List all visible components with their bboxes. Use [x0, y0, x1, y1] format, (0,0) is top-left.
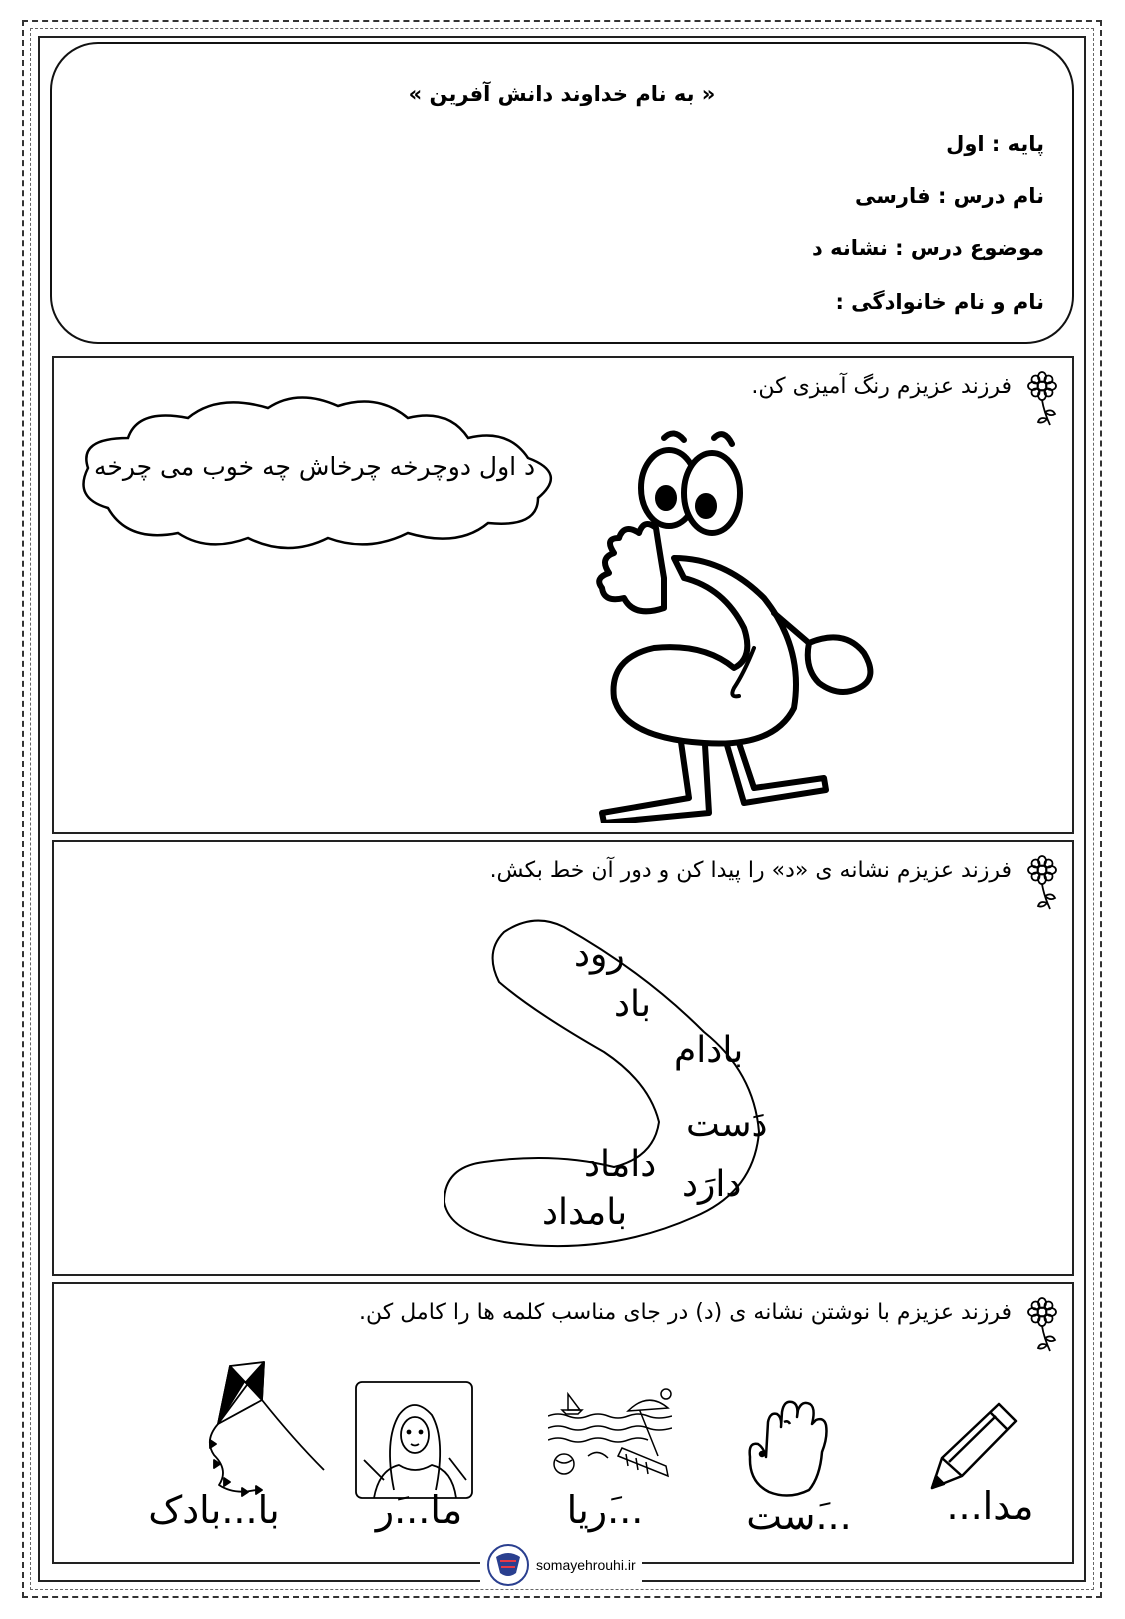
footer-brand [480, 1543, 642, 1587]
footer-site[interactable]: somayehrouhi.ir [536, 1557, 636, 1573]
word-hand-blank: ...َست [746, 1494, 852, 1538]
student-name-label: نام و نام خانوادگی : [835, 290, 1044, 314]
subject-label: نام درس : فارسی [855, 184, 1044, 208]
word-mother-blank: ما...َر [375, 1488, 463, 1532]
coloring-instruction: فرزند عزیزم رنگ آمیزی کن. [751, 374, 1012, 399]
brand-logo-icon [486, 1543, 530, 1587]
header-box [50, 42, 1074, 344]
word-5: داماد [584, 1144, 657, 1185]
find-letter-instruction: فرزند عزیزم نشانه ی «د» را پیدا کن و دور آن خط بکش. [489, 858, 1012, 883]
mother-icon [354, 1380, 474, 1500]
word-3: بادام [674, 1030, 744, 1071]
cloud-caption: د اول دوچرخه چرخاش چه خوب می چرخه [94, 452, 536, 481]
complete-words-section [52, 1282, 1074, 1564]
word-2: باد [614, 984, 652, 1025]
hand-icon [744, 1392, 844, 1502]
flower-icon [1024, 1296, 1060, 1354]
complete-words-instruction: فرزند عزیزم با نوشتن نشانه ی (د) در جای مناسب کلمه ها را کامل کن. [359, 1300, 1012, 1325]
dal-character-icon [594, 428, 884, 823]
worksheet-title: « به نام خداوند دانش آفرین » [408, 82, 716, 106]
grade-label: پایه : اول [946, 132, 1044, 156]
flower-icon [1024, 370, 1060, 428]
sea-icon [548, 1386, 672, 1480]
word-kite-blank: با...بادک [148, 1488, 280, 1532]
word-sea-blank: ...َریا [566, 1488, 644, 1532]
word-4: دَست [686, 1104, 768, 1145]
find-letter-section [52, 840, 1074, 1276]
word-1: رود [574, 934, 625, 975]
word-pencil-blank: مدا... [946, 1484, 1034, 1528]
word-7: بامداد [542, 1192, 628, 1233]
word-6: دارَد [682, 1164, 742, 1205]
coloring-section [52, 356, 1074, 834]
topic-label: موضوع درس : نشانه د [812, 236, 1044, 260]
flower-icon [1024, 854, 1060, 912]
pencil-icon [924, 1396, 1024, 1496]
